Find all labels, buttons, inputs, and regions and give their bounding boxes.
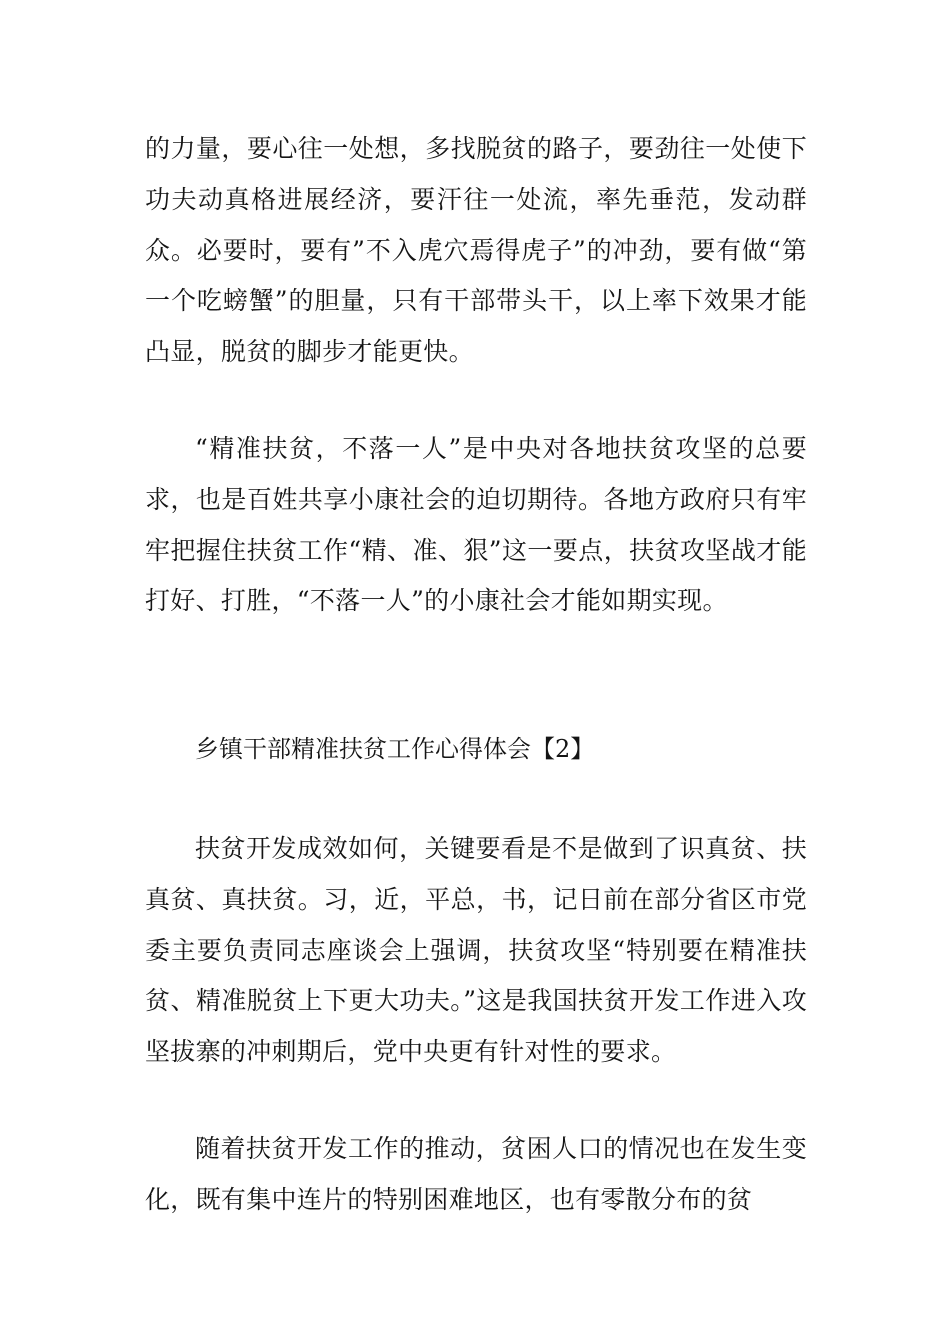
paragraph-effectiveness: 扶贫开发成效如何，关键要看是不是做到了识真贫、扶真贫、真扶贫。习，近，平总，书，记日前在部分省区市党委主要负责同志座谈会上强调，扶贫攻坚“特别要在精准扶贫、精准脱贫上下更大功夫。”这是我国扶贫开发工作进入攻坚拔寨的冲刺期后，党中央更有针对性的要求。 <box>145 834 807 1067</box>
paragraph-changes: 随着扶贫开发工作的推动，贫困人口的情况也在发生变化，既有集中连片的特别困难地区，也有零散分布的贫 <box>145 1134 807 1214</box>
section-heading: 乡镇干部精准扶贫工作心得体会【2】 <box>195 735 595 763</box>
paragraph-continuation: 的力量，要心往一处想，多找脱贫的路子，要劲往一处使下功夫动真格进展经济，要汗往一处流，率先垂范，发动群众。必要时，要有”不入虎穴焉得虎子”的冲劲，要有做“第一个吃螃蟹”的胆量，只有干部带头干，以上率下效果才能凸显，脱贫的脚步才能更快。 <box>145 134 807 367</box>
paragraph-precision-poverty: “精准扶贫，不落一人”是中央对各地扶贫攻坚的总要求，也是百姓共享小康社会的迫切期待。各地方政府只有牢牢把握住扶贫工作“精、准、狠”这一要点，扶贫攻坚战才能打好、打胜，“不落一人”的小康社会才能如期实现。 <box>145 434 807 616</box>
